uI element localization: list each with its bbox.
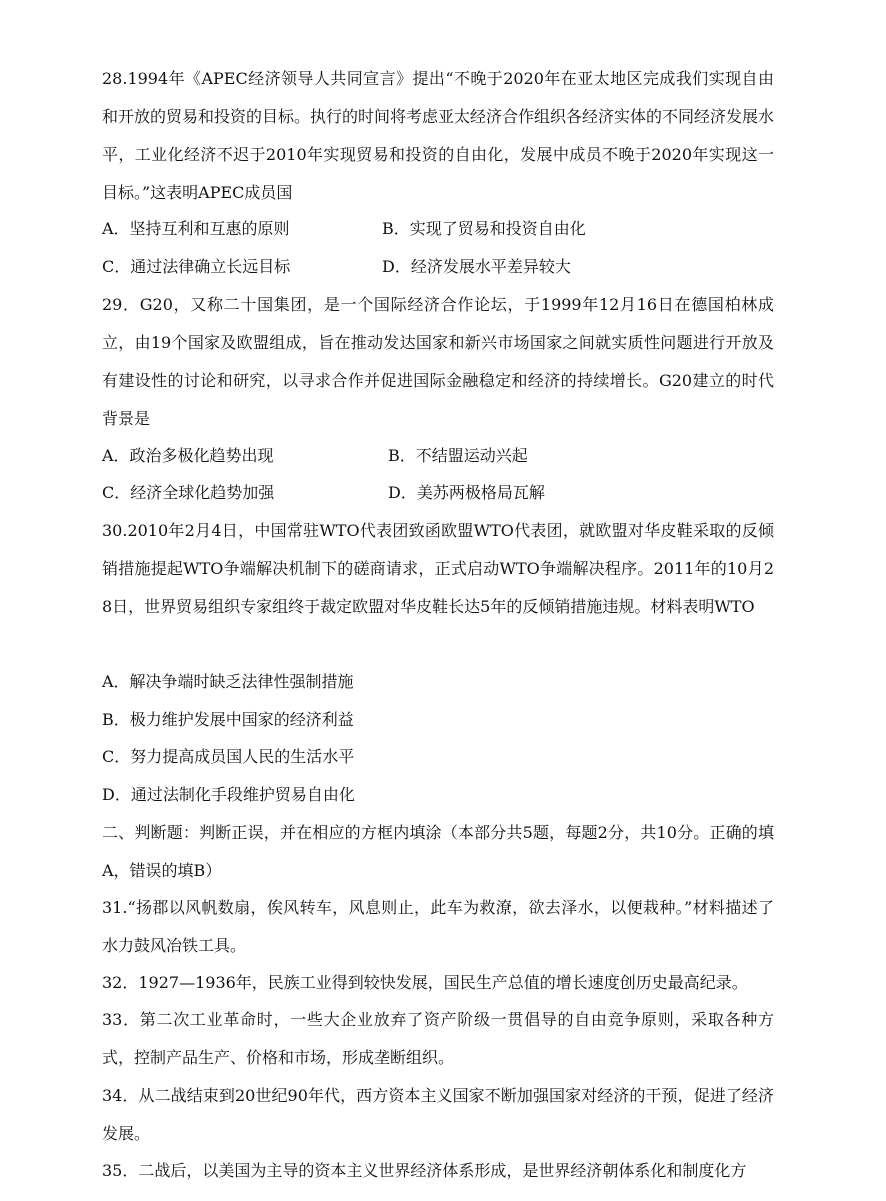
question-33: 33．第二次工业革命时，一些大企业放弃了资产阶级一贯倡导的自由竞争原则，采取各种方式，控制产品生产、价格和市场，形成垄断组织。 xyxy=(102,1010,774,1067)
question-30-option-b: B．极力维护发展中国家的经济利益 xyxy=(102,710,354,729)
question-32: 32．1927—1936年，民族工业得到较快发展，国民生产总值的增长速度创历史最高纪录。 xyxy=(102,973,748,992)
question-30-stem: 30.2010年2月4日，中国常驻WTO代表团致函欧盟WTO代表团，就欧盟对华皮鞋采取的反倾销措施提起WTO争端解决机制下的磋商请求，正式启动WTO争端解决程序。2011年的10月28日，世界贸易组织专家组终于裁定欧盟对华皮鞋长达5年的反倾销措施违规。材料表明WTO xyxy=(102,521,774,616)
question-34: 34．从二战结束到20世纪90年代，西方资本主义国家不断加强国家对经济的干预，促进了经济发展。 xyxy=(102,1086,774,1143)
question-28-option-b: B．实现了贸易和投资自由化 xyxy=(382,219,586,238)
question-35: 35．二战后，以美国为主导的资本主义世界经济体系形成，是世界经济朝体系化和制度化方 xyxy=(102,1161,747,1180)
question-29-option-b: B．不结盟运动兴起 xyxy=(388,446,528,465)
question-30-option-d: D．通过法制化手段维护贸易自由化 xyxy=(102,785,355,804)
question-29-stem: 29．G20，又称二十国集团，是一个国际经济合作论坛，于1999年12月16日在德国柏林成立，由19个国家及欧盟组成，旨在推动发达国家和新兴市场国家之间就实质性问题进行开放及有建设性的讨论和研究，以寻求合作并促进国际金融稳定和经济的持续增长。G20建立的时代背景是 xyxy=(102,295,774,428)
question-28-option-c: C．通过法律确立长远目标 xyxy=(102,257,291,276)
question-30-option-c: C．努力提高成员国人民的生活水平 xyxy=(102,747,355,766)
question-29-option-a: A．政治多极化趋势出现 xyxy=(102,446,274,465)
question-30-option-a: A．解决争端时缺乏法律性强制措施 xyxy=(102,672,354,691)
question-29-option-d: D．美苏两极格局瓦解 xyxy=(388,483,545,502)
question-31: 31.“扬郡以风帆数扇，俟风转车，风息则止，此车为救潦，欲去泽水，以便栽种。”材料描述了水力鼓风冶铁工具。 xyxy=(102,898,774,955)
question-28-stem: 28.1994年《APEC经济领导人共同宣言》提出“不晚于2020年在亚太地区完成我们实现自由和开放的贸易和投资的目标。执行的时间将考虑亚太经济合作组织各经济实体的不同经济发展水平，工业化经济不迟于2010年实现贸易和投资的自由化，发展中成员不晚于2020年实现这一目标。”这表明APEC成员国 xyxy=(102,69,775,202)
question-28-option-a: A．坚持互利和互惠的原则 xyxy=(102,219,290,238)
question-29-option-c: C．经济全球化趋势加强 xyxy=(102,483,275,502)
question-28-option-d: D．经济发展水平差异较大 xyxy=(382,257,571,276)
section-2-heading: 二、判断题：判断正误，并在相应的方框内填涂（本部分共5题，每题2分，共10分。正确的填A，错误的填B） xyxy=(102,823,774,880)
